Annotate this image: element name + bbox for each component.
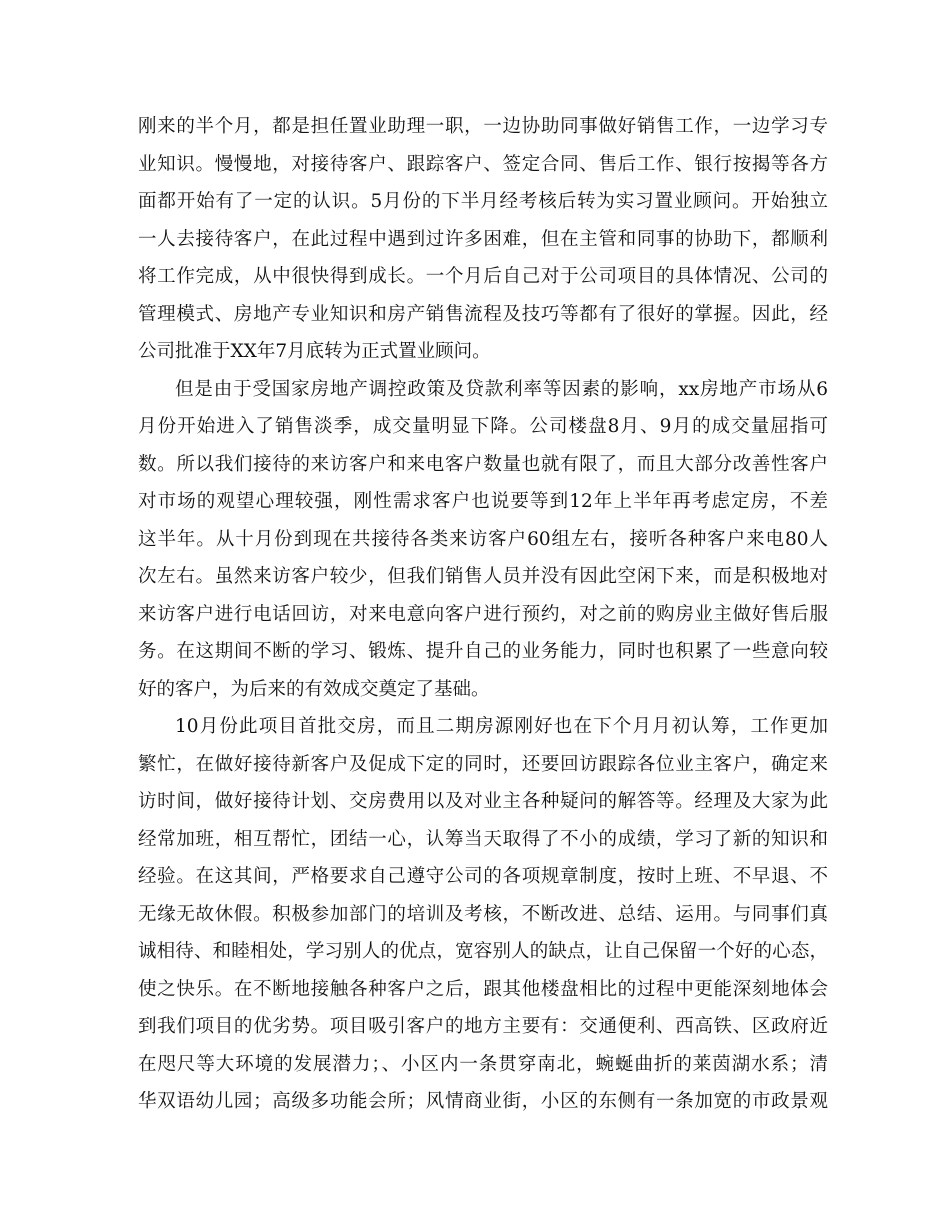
paragraph-3 (138, 708, 828, 1121)
paragraph-line: 业知识。慢慢地，对接待客户、跟踪客户、签定合同、售后工作、银行按揭等各方 (138, 153, 828, 175)
paragraph-line: 管理模式、房地产专业知识和房产销售流程及技巧等都有了很好的掌握。因此，经 (138, 303, 828, 325)
paragraph-line: 华双语幼儿园；高级多功能会所；风情商业街，小区的东侧有一条加宽的市政景观 (138, 1091, 828, 1112)
paragraph-line: 好的客户，为后来的有效成交奠定了基础。 (138, 678, 490, 700)
paragraph-line: 一人去接待客户，在此过程中遇到过许多困难，但在主管和同事的协助下，都顺利 (138, 228, 828, 250)
paragraph-line: 但是由于受国家房地产调控政策及贷款利率等因素的影响，xx房地产市场从6 (175, 378, 828, 400)
paragraph-line: 访时间，做好接待计划、交房费用以及对业主各种疑问的解答等。经理及大家为此 (138, 791, 828, 812)
paragraph-line: 繁忙，在做好接待新客户及促成下定的同时，还要回访跟踪各位业主客户，确定来 (138, 753, 828, 775)
paragraph-line: 次左右。虽然来访客户较少，但我们销售人员并没有因此空闲下来，而是积极地对 (138, 566, 828, 587)
paragraph-line: 经验。在这其间，严格要求自己遵守公司的各项规章制度，按时上班、不早退、不 (138, 866, 828, 887)
paragraph-line: 对市场的观望心理较强，刚性需求客户也说要等到12年上半年再考虑定房，不差 (138, 491, 828, 512)
paragraph-line: 刚来的半个月，都是担任置业助理一职，一边协助同事做好销售工作，一边学习专 (138, 116, 828, 137)
paragraph-line: 这半年。从十月份到现在共接待各类来访客户60组左右，接听各种客户来电80人 (138, 528, 828, 550)
paragraph-2 (138, 371, 828, 709)
paragraph-line: 经常加班，相互帮忙，团结一心，认筹当天取得了不小的成绩，学习了新的知识和 (138, 828, 828, 850)
document-body (138, 108, 828, 1121)
paragraph-1 (138, 108, 828, 371)
paragraph-line: 务。在这期间不断的学习、锻炼、提升自己的业务能力，同时也积累了一些意向较 (138, 641, 828, 662)
paragraph-line: 到我们项目的优劣势。项目吸引客户的地方主要有：交通便利、西高铁、区政府近 (138, 1016, 828, 1037)
paragraph-line: 10月份此项目首批交房，而且二期房源刚好也在下个月月初认筹，工作更加 (175, 716, 828, 737)
paragraph-line: 在咫尺等大环境的发展潜力；、小区内一条贯穿南北，蜿蜒曲折的莱茵湖水系；清 (138, 1053, 828, 1075)
paragraph-line: 使之快乐。在不断地接触各种客户之后，跟其他楼盘相比的过程中更能深刻地体会 (138, 978, 828, 1000)
paragraph-line: 来访客户进行电话回访，对来电意向客户进行预约，对之前的购房业主做好售后服 (138, 603, 828, 625)
paragraph-line: 面都开始有了一定的认识。5月份的下半月经考核后转为实习置业顾问。开始独立 (138, 191, 828, 212)
paragraph-line: 无缘无故休假。积极参加部门的培训及考核，不断改进、总结、运用。与同事们真 (138, 903, 828, 925)
paragraph-line: 数。所以我们接待的来访客户和来电客户数量也就有限了，而且大部分改善性客户 (138, 453, 828, 475)
paragraph-line: 公司批准于XX年7月底转为正式置业顾问。 (138, 341, 491, 362)
paragraph-line: 诚相待、和睦相处，学习别人的优点，宽容别人的缺点，让自己保留一个好的心态， (138, 941, 828, 962)
paragraph-line: 将工作完成，从中很快得到成长。一个月后自己对于公司项目的具体情况、公司的 (138, 266, 828, 287)
paragraph-line: 月份开始进入了销售淡季，成交量明显下降。公司楼盘8月、9月的成交量屈指可 (138, 416, 828, 437)
